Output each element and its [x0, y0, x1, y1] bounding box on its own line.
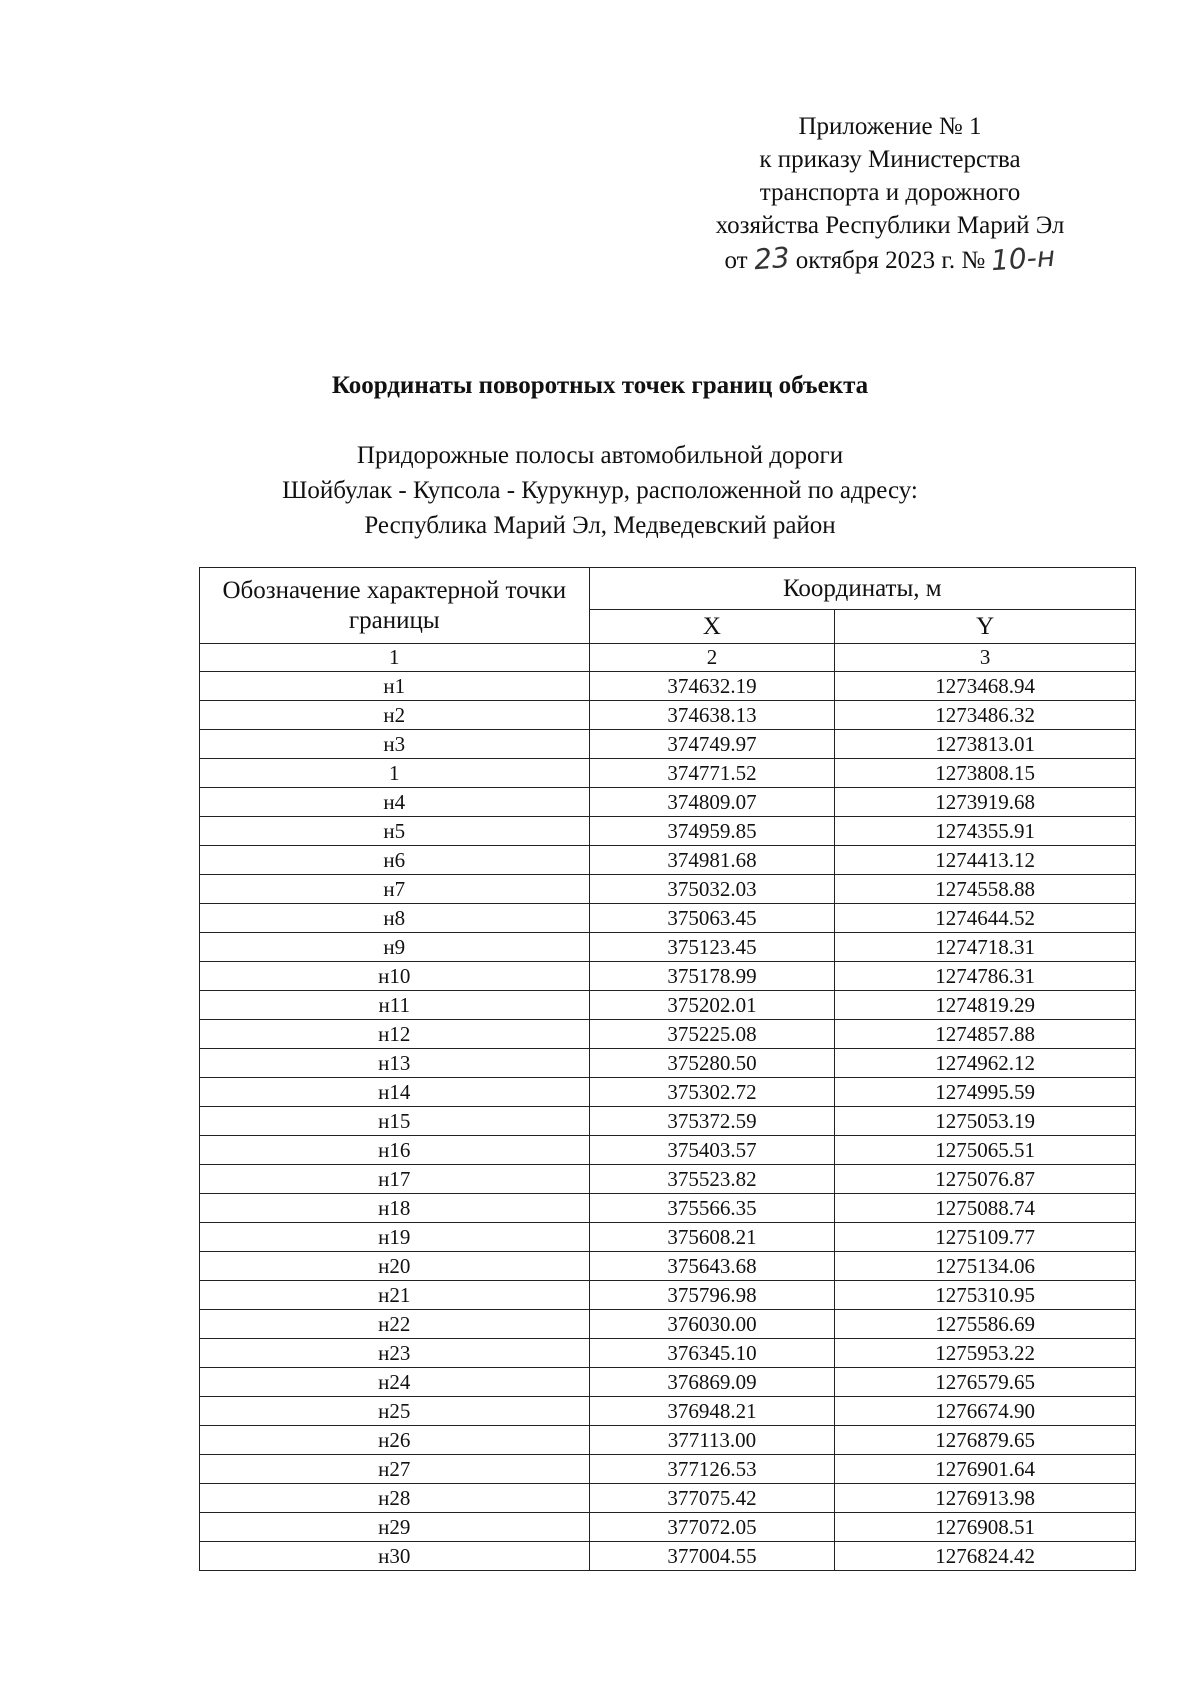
x-coordinate-cell: 375403.57 — [589, 1136, 835, 1165]
y-coordinate-cell: 1276674.90 — [835, 1397, 1136, 1426]
x-coordinate-cell: 377126.53 — [589, 1455, 835, 1484]
y-coordinate-cell: 1276824.42 — [835, 1542, 1136, 1571]
y-coordinate-cell: 1274718.31 — [835, 933, 1136, 962]
y-coordinate-cell: 1275134.06 — [835, 1252, 1136, 1281]
point-id-cell: н1 — [200, 672, 590, 701]
y-coordinate-cell: 1273486.32 — [835, 701, 1136, 730]
table-row — [200, 991, 1136, 1020]
x-coordinate-cell: 377004.55 — [589, 1542, 835, 1571]
x-coordinate-cell: 376030.00 — [589, 1310, 835, 1339]
table-row — [200, 1049, 1136, 1078]
y-coordinate-cell: 1274558.88 — [835, 875, 1136, 904]
y-coordinate-cell: 1273813.01 — [835, 730, 1136, 759]
point-id-cell: н26 — [200, 1426, 590, 1455]
y-coordinate-cell: 1275088.74 — [835, 1194, 1136, 1223]
point-id-cell: н10 — [200, 962, 590, 991]
y-coordinate-cell: 1275586.69 — [835, 1310, 1136, 1339]
point-id-cell: н6 — [200, 846, 590, 875]
x-coordinate-cell: 377113.00 — [589, 1426, 835, 1455]
x-coordinate-cell: 375225.08 — [589, 1020, 835, 1049]
table-row — [200, 1223, 1136, 1252]
point-id-cell: н20 — [200, 1252, 590, 1281]
header-x: X — [589, 610, 835, 644]
y-coordinate-cell: 1274857.88 — [835, 1020, 1136, 1049]
y-coordinate-cell: 1275076.87 — [835, 1165, 1136, 1194]
table-row — [200, 1455, 1136, 1484]
column-number: 2 — [589, 644, 835, 672]
y-coordinate-cell: 1273808.15 — [835, 759, 1136, 788]
subtitle-line-1: Придорожные полосы автомобильной дороги — [356, 442, 844, 469]
appendix-line-4: хозяйства Республики Марий Эл — [715, 212, 1065, 239]
point-id-cell: н3 — [200, 730, 590, 759]
x-coordinate-cell: 375123.45 — [589, 933, 835, 962]
x-coordinate-cell: 376345.10 — [589, 1339, 835, 1368]
table-row — [200, 1136, 1136, 1165]
y-coordinate-cell: 1274413.12 — [835, 846, 1136, 875]
y-coordinate-cell: 1275310.95 — [835, 1281, 1136, 1310]
column-number: 1 — [200, 644, 590, 672]
point-id-cell: н4 — [200, 788, 590, 817]
point-id-cell: н16 — [200, 1136, 590, 1165]
column-number: 3 — [835, 644, 1136, 672]
y-coordinate-cell: 1276901.64 — [835, 1455, 1136, 1484]
table-row — [200, 1078, 1136, 1107]
table-row — [200, 788, 1136, 817]
y-coordinate-cell: 1274995.59 — [835, 1078, 1136, 1107]
y-coordinate-cell: 1276913.98 — [835, 1484, 1136, 1513]
header-coordinates: Координаты, м — [589, 568, 1135, 610]
table-row — [200, 1397, 1136, 1426]
order-from-label: от — [724, 247, 748, 274]
point-id-cell: н2 — [200, 701, 590, 730]
header-point: Обозначение характерной точки границы — [200, 568, 590, 644]
point-id-cell: н25 — [200, 1397, 590, 1426]
table-row — [200, 1513, 1136, 1542]
x-coordinate-cell: 375280.50 — [589, 1049, 835, 1078]
point-id-cell: н30 — [200, 1542, 590, 1571]
x-coordinate-cell: 377072.05 — [589, 1513, 835, 1542]
x-coordinate-cell: 374981.68 — [589, 846, 835, 875]
x-coordinate-cell: 376869.09 — [589, 1368, 835, 1397]
point-id-cell: н24 — [200, 1368, 590, 1397]
subtitle-line-2: Шойбулак - Купсола - Курукнур, расположенной по адресу: — [282, 477, 918, 504]
table-row — [200, 1194, 1136, 1223]
subtitle-line-3: Республика Марий Эл, Медведевский район — [364, 512, 836, 539]
table-row — [200, 1339, 1136, 1368]
point-id-cell: н15 — [200, 1107, 590, 1136]
point-id-cell: н7 — [200, 875, 590, 904]
y-coordinate-cell: 1276908.51 — [835, 1513, 1136, 1542]
point-id-cell: н22 — [200, 1310, 590, 1339]
table-row — [200, 1107, 1136, 1136]
table-row — [200, 1252, 1136, 1281]
point-id-cell: н5 — [200, 817, 590, 846]
x-coordinate-cell: 375372.59 — [589, 1107, 835, 1136]
y-coordinate-cell: 1274644.52 — [835, 904, 1136, 933]
point-id-cell: н11 — [200, 991, 590, 1020]
y-coordinate-cell: 1274962.12 — [835, 1049, 1136, 1078]
object-description — [0, 438, 1200, 543]
appendix-line-3: транспорта и дорожного — [759, 179, 1021, 206]
coordinates-table — [199, 567, 1136, 1571]
appendix-line-2: к приказу Министерства — [759, 146, 1021, 173]
x-coordinate-cell: 375523.82 — [589, 1165, 835, 1194]
table-row — [200, 1542, 1136, 1571]
x-coordinate-cell: 375202.01 — [589, 991, 835, 1020]
x-coordinate-cell: 374771.52 — [589, 759, 835, 788]
y-coordinate-cell: 1275109.77 — [835, 1223, 1136, 1252]
table-row — [200, 875, 1136, 904]
y-coordinate-cell: 1276579.65 — [835, 1368, 1136, 1397]
x-coordinate-cell: 375032.03 — [589, 875, 835, 904]
point-id-cell: н8 — [200, 904, 590, 933]
header-y: Y — [835, 610, 1136, 644]
table-row — [200, 1426, 1136, 1455]
table-row — [200, 846, 1136, 875]
y-coordinate-cell: 1274355.91 — [835, 817, 1136, 846]
x-coordinate-cell: 374749.97 — [589, 730, 835, 759]
y-coordinate-cell: 1274786.31 — [835, 962, 1136, 991]
table-row — [200, 1281, 1136, 1310]
table-row — [200, 1310, 1136, 1339]
x-coordinate-cell: 374959.85 — [589, 817, 835, 846]
table-row — [200, 904, 1136, 933]
page-title: Координаты поворотных точек границ объекта — [331, 372, 869, 399]
table-row — [200, 701, 1136, 730]
table-row — [200, 1165, 1136, 1194]
x-coordinate-cell: 375608.21 — [589, 1223, 835, 1252]
y-coordinate-cell: 1274819.29 — [835, 991, 1136, 1020]
point-id-cell: н14 — [200, 1078, 590, 1107]
y-coordinate-cell: 1275953.22 — [835, 1339, 1136, 1368]
table-row — [200, 759, 1136, 788]
point-id-cell: н13 — [200, 1049, 590, 1078]
y-coordinate-cell: 1273468.94 — [835, 672, 1136, 701]
order-date-line — [660, 239, 1120, 278]
table-row — [200, 1484, 1136, 1513]
point-id-cell: н18 — [200, 1194, 590, 1223]
point-id-cell: 1 — [200, 759, 590, 788]
x-coordinate-cell: 375063.45 — [589, 904, 835, 933]
point-id-cell: н28 — [200, 1484, 590, 1513]
order-number-handwritten: 10-н — [990, 239, 1057, 278]
order-month-year: октября 2023 г. № — [795, 247, 986, 274]
x-coordinate-cell: 375302.72 — [589, 1078, 835, 1107]
y-coordinate-cell: 1276879.65 — [835, 1426, 1136, 1455]
x-coordinate-cell: 374632.19 — [589, 672, 835, 701]
point-id-cell: н12 — [200, 1020, 590, 1049]
table-row — [200, 672, 1136, 701]
x-coordinate-cell: 375178.99 — [589, 962, 835, 991]
x-coordinate-cell: 375796.98 — [589, 1281, 835, 1310]
table-row — [200, 817, 1136, 846]
x-coordinate-cell: 376948.21 — [589, 1397, 835, 1426]
point-id-cell: н21 — [200, 1281, 590, 1310]
x-coordinate-cell: 375643.68 — [589, 1252, 835, 1281]
table-row — [200, 1020, 1136, 1049]
table-row — [200, 933, 1136, 962]
y-coordinate-cell: 1273919.68 — [835, 788, 1136, 817]
point-id-cell: н23 — [200, 1339, 590, 1368]
table-row — [200, 730, 1136, 759]
appendix-block — [660, 110, 1120, 277]
appendix-line-1: Приложение № 1 — [798, 113, 982, 140]
point-id-cell: н17 — [200, 1165, 590, 1194]
x-coordinate-cell: 375566.35 — [589, 1194, 835, 1223]
x-coordinate-cell: 377075.42 — [589, 1484, 835, 1513]
table-row — [200, 1368, 1136, 1397]
point-id-cell: н19 — [200, 1223, 590, 1252]
point-id-cell: н27 — [200, 1455, 590, 1484]
order-day-handwritten: 23 — [752, 240, 791, 277]
table-row — [200, 962, 1136, 991]
y-coordinate-cell: 1275053.19 — [835, 1107, 1136, 1136]
x-coordinate-cell: 374638.13 — [589, 701, 835, 730]
point-id-cell: н9 — [200, 933, 590, 962]
x-coordinate-cell: 374809.07 — [589, 788, 835, 817]
point-id-cell: н29 — [200, 1513, 590, 1542]
y-coordinate-cell: 1275065.51 — [835, 1136, 1136, 1165]
